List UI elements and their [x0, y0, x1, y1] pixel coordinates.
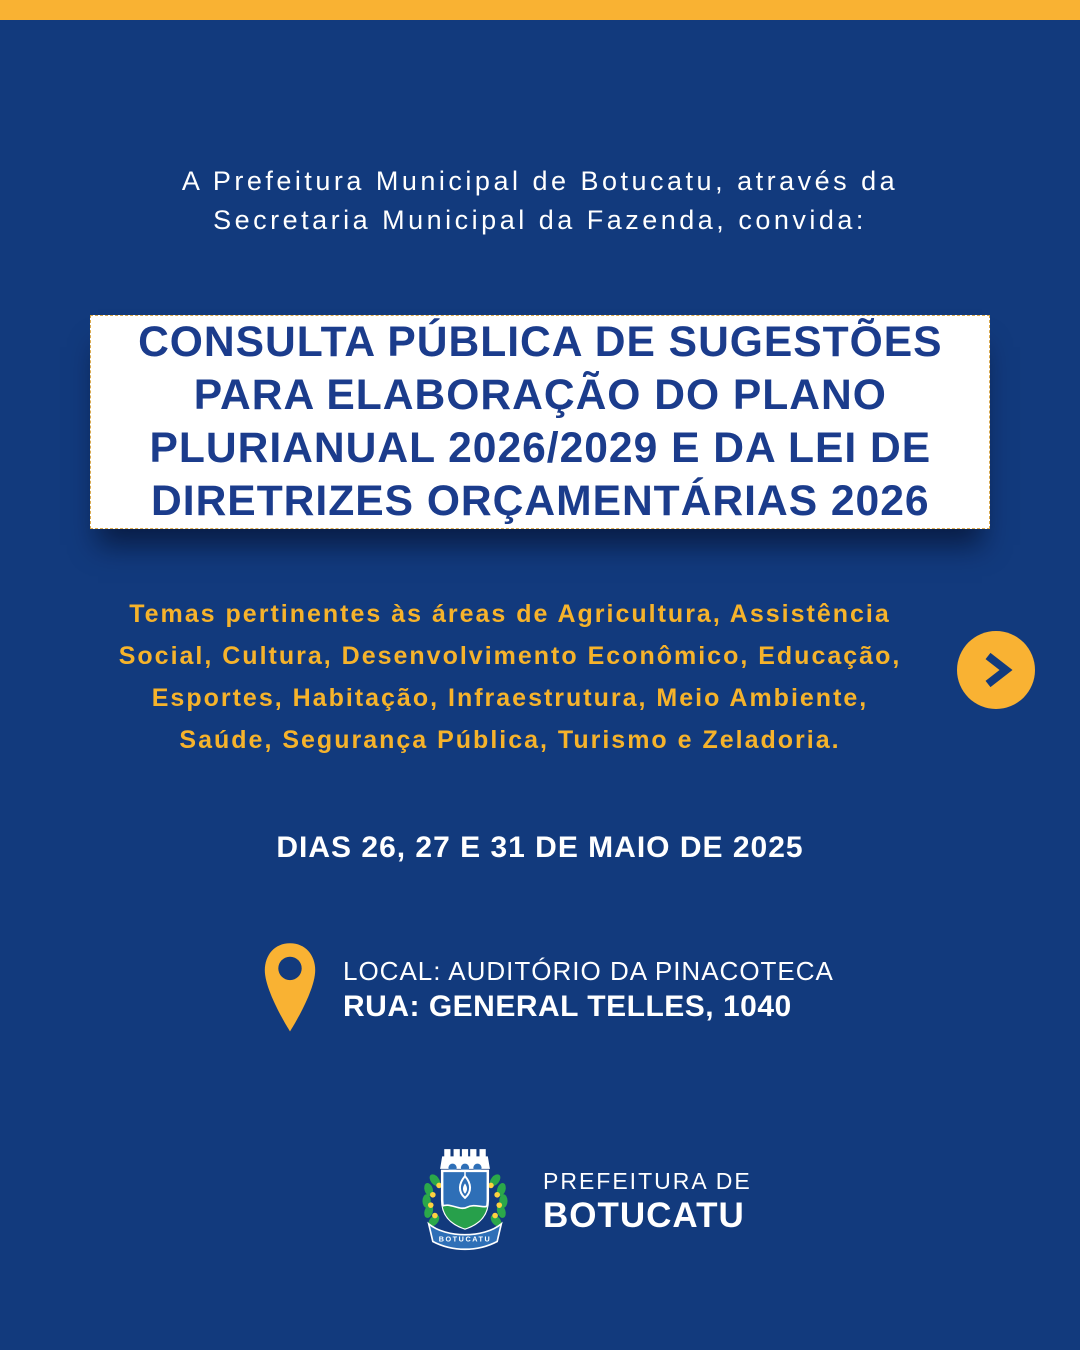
svg-text:BOTUCATU: BOTUCATU — [438, 1234, 492, 1244]
logo-wordmark — [543, 1166, 752, 1236]
title-line-2: PARA ELABORAÇÃO DO PLANO — [193, 371, 887, 419]
title-line-1: CONSULTA PÚBLICA DE SUGESTÕES — [137, 318, 943, 366]
crest-crown — [440, 1149, 490, 1172]
chevron-right-icon — [976, 648, 1016, 692]
title-line-4: DIRETRIZES ORÇAMENTÁRIAS 2026 — [150, 477, 930, 525]
location-text — [343, 954, 834, 1026]
top-accent-bar — [0, 0, 1080, 20]
event-dates: DIAS 26, 27 E 31 DE MAIO DE 2025 — [276, 831, 804, 864]
next-slide-button[interactable] — [957, 631, 1035, 709]
page-title — [138, 316, 942, 528]
intro-line-1: A Prefeitura Municipal de Botucatu, através da — [181, 166, 899, 196]
location-venue: LOCAL: AUDITÓRIO DA PINACOTECA — [343, 956, 834, 986]
logo-line-botucatu: BOTUCATU — [543, 1196, 745, 1235]
topics-line-1: Temas pertinentes às áreas de Agricultura, Assistência — [129, 600, 891, 628]
topics-line-4: Saúde, Segurança Pública, Turismo e Zeladoria. — [179, 726, 841, 754]
location-address: RUA: GENERAL TELLES, 1040 — [343, 990, 792, 1023]
crest-shield — [440, 1171, 490, 1233]
city-hall-logo — [413, 1146, 752, 1256]
topics-line-2: Social, Cultura, Desenvolvimento Econômico, Educação, — [118, 642, 902, 670]
intro-text — [0, 162, 1080, 240]
title-card — [90, 315, 990, 529]
map-pin-icon — [263, 941, 317, 1039]
topics-text — [50, 593, 970, 761]
botucatu-coat-of-arms — [413, 1146, 517, 1256]
logo-line-prefeitura: PREFEITURA DE — [543, 1168, 752, 1194]
location-block — [263, 941, 834, 1039]
topics-line-3: Esportes, Habitação, Infraestrutura, Meio Ambiente, — [151, 684, 869, 712]
intro-line-2: Secretaria Municipal da Fazenda, convida: — [213, 205, 867, 235]
title-line-3: PLURIANUAL 2026/2029 E DA LEI DE — [149, 424, 931, 472]
